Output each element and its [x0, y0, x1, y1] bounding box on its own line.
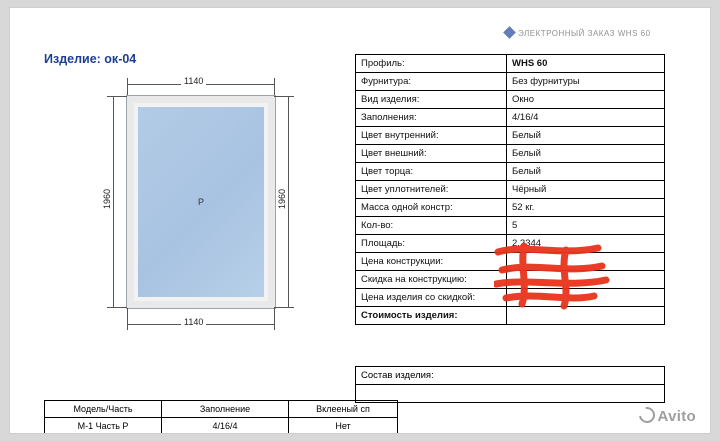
- parts-table-body: [45, 418, 398, 434]
- composition-body: [356, 367, 665, 403]
- specification-body: [356, 55, 665, 325]
- parts-header-model: Модель/Часть: [45, 401, 162, 418]
- parts-cell-filling: 4/16/4: [162, 418, 289, 434]
- top-dimension-label: 1140: [181, 76, 206, 86]
- glass-pane: [138, 107, 264, 297]
- avito-watermark: [639, 407, 696, 425]
- left-dimension-label: 1960: [102, 186, 112, 212]
- window-drawing: [102, 74, 305, 344]
- table-row: [356, 127, 665, 145]
- spec-value: 52 кг.: [507, 199, 665, 217]
- table-row: [356, 91, 665, 109]
- left-extension-bottom: [113, 307, 127, 308]
- table-row: [356, 73, 665, 91]
- spec-key: Профиль:: [356, 55, 507, 73]
- table-row: [356, 307, 665, 325]
- document-page: [10, 8, 710, 433]
- table-row: [356, 289, 665, 307]
- right-extension-bottom: [274, 307, 288, 308]
- parts-table-head: [45, 401, 398, 418]
- composition-table: [355, 366, 665, 403]
- spec-value: 4/16/4: [507, 109, 665, 127]
- table-row: [356, 145, 665, 163]
- parts-header-glued: Вклееный сп: [289, 401, 398, 418]
- table-row: [356, 271, 665, 289]
- spec-key: Масса одной констр:: [356, 199, 507, 217]
- spec-value: Окно: [507, 91, 665, 109]
- company-logo: [505, 28, 710, 42]
- right-dimension-label: 1960: [277, 186, 287, 212]
- spec-key: Цена изделия со скидкой:: [356, 289, 507, 307]
- bottom-extension-left: [127, 308, 128, 324]
- spec-value: [507, 307, 665, 325]
- spec-key: Цвет внутренний:: [356, 127, 507, 145]
- spec-key: Стоимость изделия:: [356, 307, 507, 325]
- composition-label: Состав изделия:: [356, 367, 665, 385]
- spec-value: Белый: [507, 127, 665, 145]
- spec-key: Фурнитура:: [356, 73, 507, 91]
- page-title: Изделие: ок-04: [44, 52, 137, 66]
- spec-value: [507, 253, 665, 271]
- bottom-dimension-label: 1140: [181, 317, 206, 327]
- composition-value: [356, 385, 665, 403]
- table-row: [356, 163, 665, 181]
- specification-table: [355, 54, 665, 325]
- spec-value: WHS 60: [507, 55, 665, 73]
- spec-value: 2.2344: [507, 235, 665, 253]
- spec-key: Скидка на конструкцию:: [356, 271, 507, 289]
- right-extension-top: [274, 96, 288, 97]
- logo-diamond-icon: [503, 26, 516, 39]
- spec-value: Без фурнитуры: [507, 73, 665, 91]
- table-row: [356, 55, 665, 73]
- table-row: [356, 235, 665, 253]
- window-sash: [134, 103, 268, 301]
- spec-key: Вид изделия:: [356, 91, 507, 109]
- table-row: [45, 418, 398, 434]
- spec-value: Чёрный: [507, 181, 665, 199]
- table-row: [356, 109, 665, 127]
- table-row: [356, 253, 665, 271]
- parts-table: [44, 400, 398, 433]
- spec-key: Цвет уплотнителей:: [356, 181, 507, 199]
- parts-header-filling: Заполнение: [162, 401, 289, 418]
- spec-value: Белый: [507, 163, 665, 181]
- spec-value: Белый: [507, 145, 665, 163]
- table-row: [356, 199, 665, 217]
- spec-key: Цвет торца:: [356, 163, 507, 181]
- spec-key: Заполнения:: [356, 109, 507, 127]
- watermark-text: Avito: [657, 408, 696, 425]
- spec-key: Цвет внешний:: [356, 145, 507, 163]
- logo-text: ЭЛЕКТРОННЫЙ ЗАКАЗ WHS 60: [518, 29, 651, 38]
- table-row: [356, 367, 665, 385]
- parts-cell-model: М-1 Часть Р: [45, 418, 162, 434]
- parts-cell-glued: Нет: [289, 418, 398, 434]
- spec-value: 5: [507, 217, 665, 235]
- avito-logo-icon: [635, 404, 657, 426]
- table-header-row: [45, 401, 398, 418]
- table-row: [356, 217, 665, 235]
- left-dimension-line: [113, 96, 114, 308]
- table-row: [356, 181, 665, 199]
- left-extension-top: [113, 96, 127, 97]
- spec-key: Цена конструкции:: [356, 253, 507, 271]
- window-frame: [127, 96, 275, 308]
- spec-value: [507, 271, 665, 289]
- table-row: [356, 385, 665, 403]
- spec-value: [507, 289, 665, 307]
- bottom-extension-right: [274, 308, 275, 324]
- sash-type-label: Р: [197, 197, 205, 207]
- spec-key: Кол-во:: [356, 217, 507, 235]
- spec-key: Площадь:: [356, 235, 507, 253]
- right-dimension-line: [288, 96, 289, 308]
